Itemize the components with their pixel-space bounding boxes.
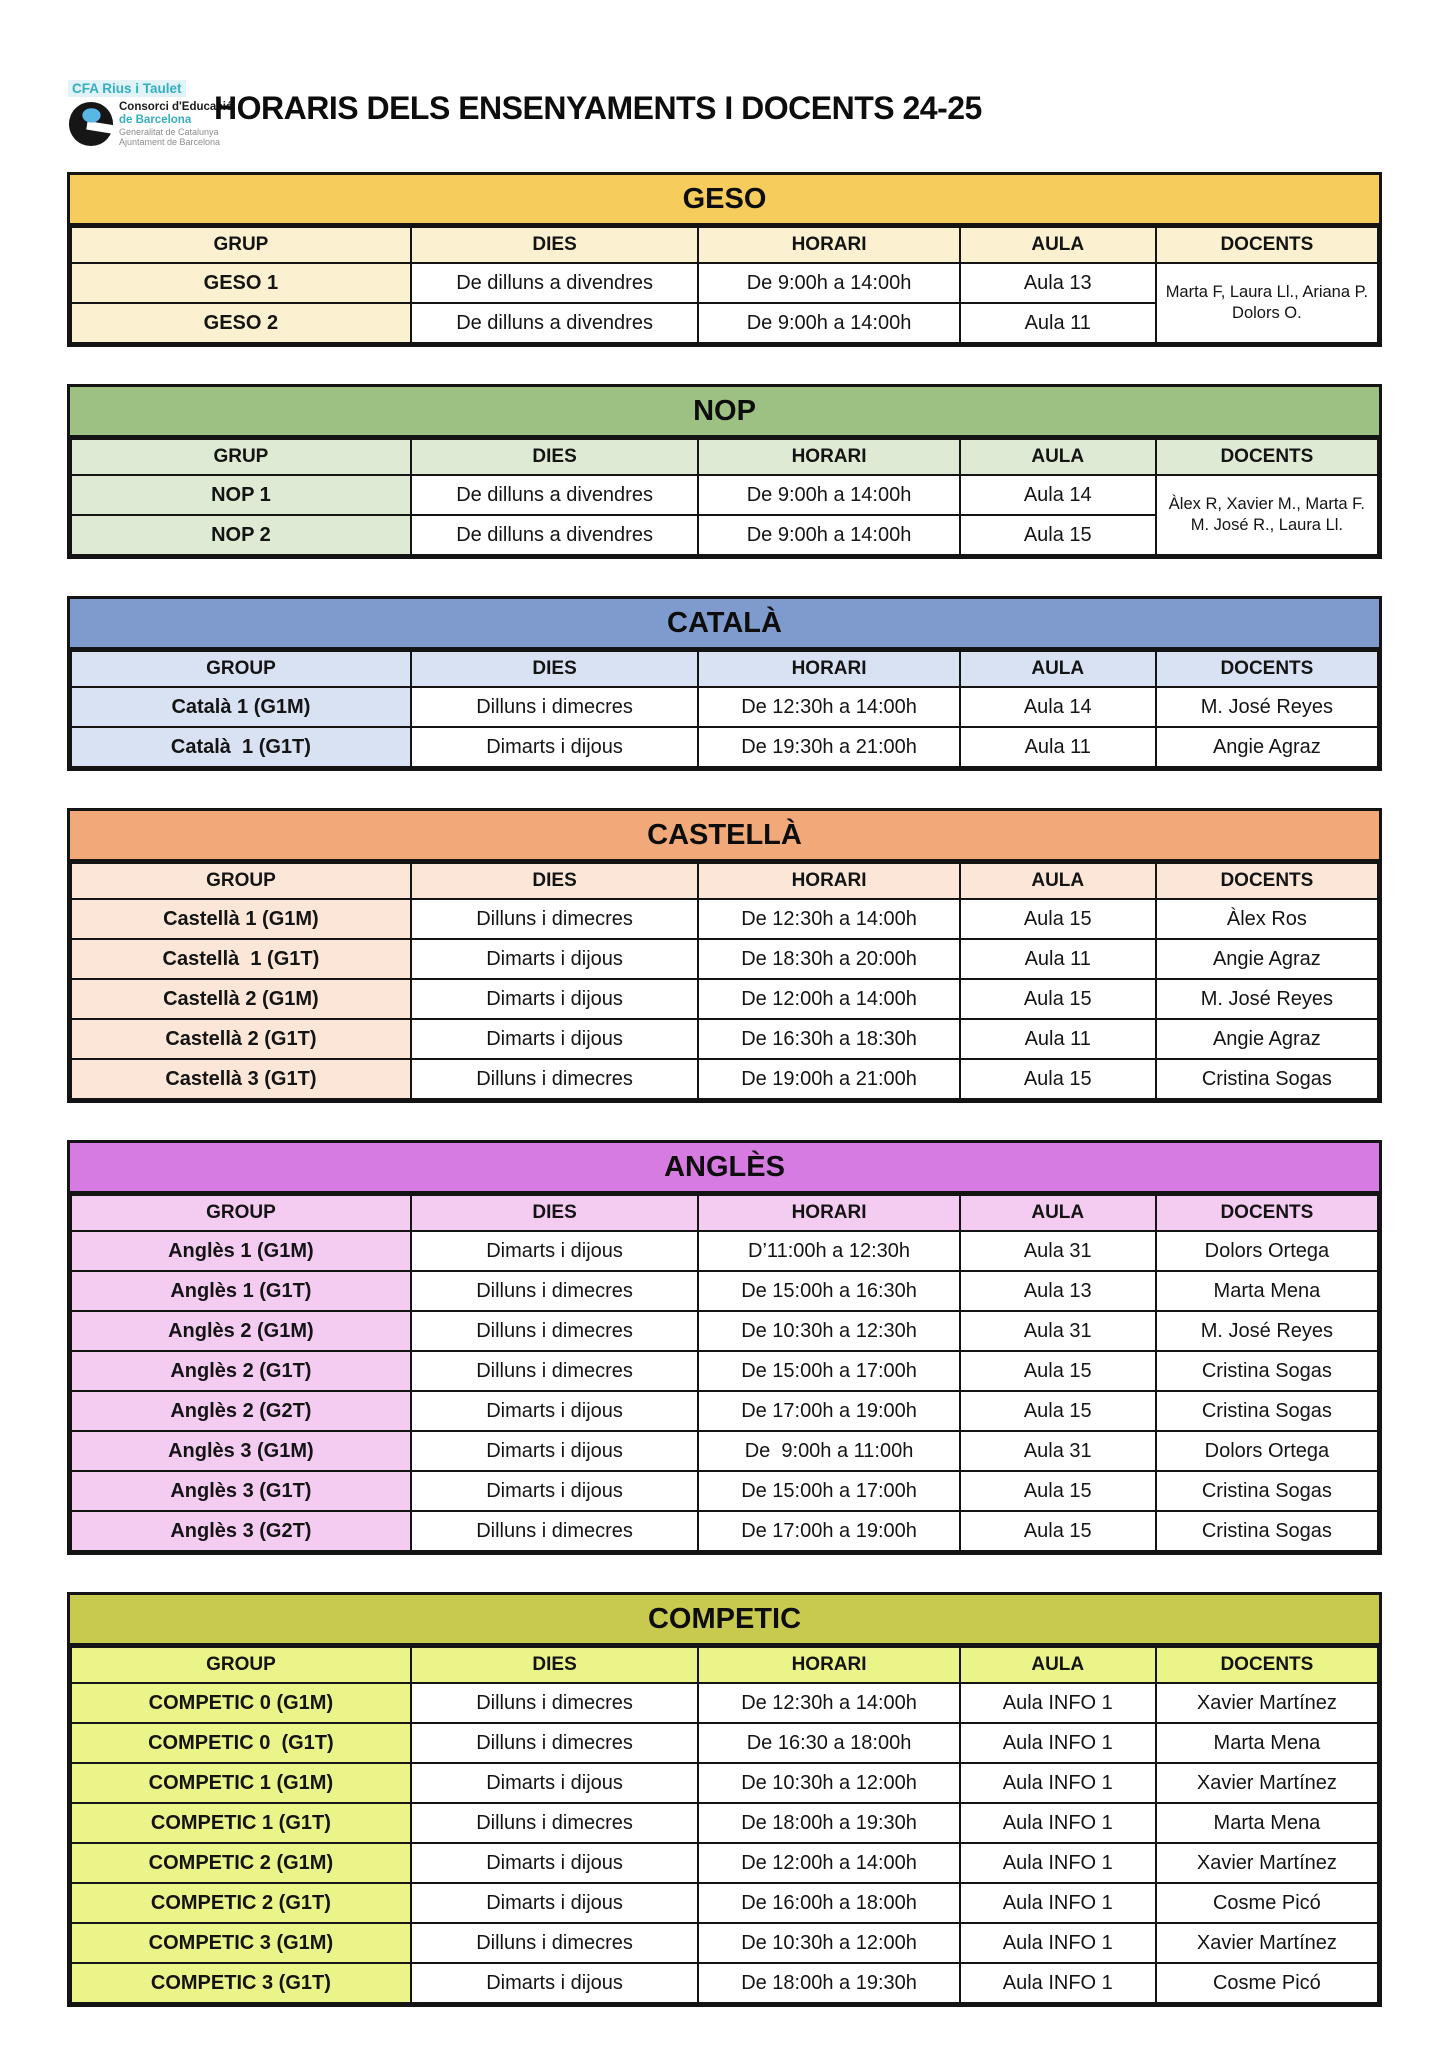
aula-cell: Aula INFO 1	[960, 1683, 1156, 1723]
dies-cell: Dilluns i dimecres	[411, 1059, 699, 1099]
dies-cell: Dimarts i dijous	[411, 1431, 699, 1471]
schedule-row	[71, 939, 1378, 979]
column-header-docents: DOCENTS	[1156, 651, 1378, 687]
aula-cell: Aula 13	[960, 1271, 1156, 1311]
horari-cell: De 12:00h a 14:00h	[698, 1843, 959, 1883]
group-cell: Anglès 3 (G1T)	[71, 1471, 411, 1511]
column-header-dies: DIES	[411, 1195, 699, 1231]
aula-cell: Aula 15	[960, 1059, 1156, 1099]
group-cell: GESO 2	[71, 303, 411, 343]
horari-cell: D’11:00h a 12:30h	[698, 1231, 959, 1271]
group-cell: Anglès 3 (G1M)	[71, 1431, 411, 1471]
schedule-row	[71, 1883, 1378, 1923]
docents-cell: Xavier Martínez	[1156, 1763, 1378, 1803]
group-cell: COMPETIC 2 (G1M)	[71, 1843, 411, 1883]
dies-cell: Dimarts i dijous	[411, 1763, 699, 1803]
column-header-docents: DOCENTS	[1156, 863, 1378, 899]
aula-cell: Aula INFO 1	[960, 1843, 1156, 1883]
horari-cell: De 18:30h a 20:00h	[698, 939, 959, 979]
schedule-row	[71, 1271, 1378, 1311]
schedule-table-castella	[67, 808, 1382, 1103]
dies-cell: Dimarts i dijous	[411, 1231, 699, 1271]
column-header-dies: DIES	[411, 439, 699, 475]
aula-cell: Aula 11	[960, 939, 1156, 979]
ajuntament-line: Ajuntament de Barcelona	[119, 136, 221, 147]
group-cell: NOP 1	[71, 475, 411, 515]
schedule-table-catala	[67, 596, 1382, 771]
schedule-grid	[70, 1646, 1379, 2004]
dies-cell: Dilluns i dimecres	[411, 687, 699, 727]
column-header-grup: GRUP	[71, 439, 411, 475]
horari-cell: De 10:30h a 12:00h	[698, 1923, 959, 1963]
aula-cell: Aula 13	[960, 263, 1156, 303]
docents-cell: Cristina Sogas	[1156, 1351, 1378, 1391]
group-cell: GESO 1	[71, 263, 411, 303]
docents-cell: Angie Agraz	[1156, 939, 1378, 979]
horari-cell: De 19:00h a 21:00h	[698, 1059, 959, 1099]
dies-cell: De dilluns a divendres	[411, 263, 699, 303]
docents-cell: M. José Reyes	[1156, 687, 1378, 727]
dies-cell: Dilluns i dimecres	[411, 1683, 699, 1723]
consorci-line1: Consorci d'Educació	[119, 101, 233, 113]
group-cell: COMPETIC 1 (G1T)	[71, 1803, 411, 1843]
aula-cell: Aula 31	[960, 1311, 1156, 1351]
schedule-row	[71, 727, 1378, 767]
dies-cell: Dilluns i dimecres	[411, 1723, 699, 1763]
docents-cell: M. José Reyes	[1156, 979, 1378, 1019]
column-header-horari: HORARI	[698, 863, 959, 899]
horari-cell: De 10:30h a 12:00h	[698, 1763, 959, 1803]
schedule-row	[71, 979, 1378, 1019]
docents-cell: Xavier Martínez	[1156, 1843, 1378, 1883]
schedule-row	[71, 263, 1378, 303]
column-header-row	[71, 227, 1378, 263]
schedule-row	[71, 1723, 1378, 1763]
column-header-dies: DIES	[411, 651, 699, 687]
column-header-docents: DOCENTS	[1156, 1647, 1378, 1683]
aula-cell: Aula 15	[960, 1511, 1156, 1551]
horari-cell: De 15:00h a 17:00h	[698, 1471, 959, 1511]
schedule-grid	[70, 862, 1379, 1100]
aula-cell: Aula 14	[960, 475, 1156, 515]
dies-cell: De dilluns a divendres	[411, 303, 699, 343]
school-name-label: CFA Rius i Taulet	[68, 80, 186, 97]
column-header-horari: HORARI	[698, 227, 959, 263]
column-header-row	[71, 863, 1378, 899]
horari-cell: De 17:00h a 19:00h	[698, 1511, 959, 1551]
aula-cell: Aula 11	[960, 303, 1156, 343]
group-cell: Anglès 2 (G2T)	[71, 1391, 411, 1431]
schedule-row	[71, 1231, 1378, 1271]
generalitat-line: Generalitat de Catalunya	[119, 126, 219, 137]
aula-cell: Aula INFO 1	[960, 1883, 1156, 1923]
horari-cell: De 17:00h a 19:00h	[698, 1391, 959, 1431]
schedule-row	[71, 1511, 1378, 1551]
column-header-horari: HORARI	[698, 651, 959, 687]
horari-cell: De 18:00h a 19:30h	[698, 1803, 959, 1843]
column-header-aula: AULA	[960, 1195, 1156, 1231]
aula-cell: Aula 11	[960, 727, 1156, 767]
docents-cell: Marta Mena	[1156, 1803, 1378, 1843]
schedule-row	[71, 1471, 1378, 1511]
schedule-row	[71, 1311, 1378, 1351]
schedule-row	[71, 1019, 1378, 1059]
group-cell: COMPETIC 1 (G1M)	[71, 1763, 411, 1803]
aula-cell: Aula INFO 1	[960, 1963, 1156, 2003]
docents-cell: Xavier Martínez	[1156, 1683, 1378, 1723]
dies-cell: Dilluns i dimecres	[411, 1311, 699, 1351]
docents-cell: Xavier Martínez	[1156, 1923, 1378, 1963]
table-title: NOP	[70, 387, 1379, 438]
dies-cell: Dimarts i dijous	[411, 1019, 699, 1059]
aula-cell: Aula INFO 1	[960, 1763, 1156, 1803]
group-cell: Anglès 2 (G1T)	[71, 1351, 411, 1391]
docents-cell: Angie Agraz	[1156, 1019, 1378, 1059]
schedule-grid	[70, 650, 1379, 768]
column-header-aula: AULA	[960, 1647, 1156, 1683]
column-header-group: GROUP	[71, 1195, 411, 1231]
dies-cell: Dimarts i dijous	[411, 727, 699, 767]
docents-cell: M. José Reyes	[1156, 1311, 1378, 1351]
consorci-line2: de Barcelona	[119, 113, 192, 126]
column-header-group: GROUP	[71, 1647, 411, 1683]
column-header-dies: DIES	[411, 1647, 699, 1683]
dies-cell: Dimarts i dijous	[411, 1471, 699, 1511]
column-header-horari: HORARI	[698, 1195, 959, 1231]
column-header-docents: DOCENTS	[1156, 439, 1378, 475]
docents-cell: Àlex Ros	[1156, 899, 1378, 939]
schedule-grid	[70, 1194, 1379, 1552]
horari-cell: De 12:30h a 14:00h	[698, 1683, 959, 1723]
column-header-row	[71, 1195, 1378, 1231]
aula-cell: Aula 15	[960, 1471, 1156, 1511]
horari-cell: De 16:00h a 18:00h	[698, 1883, 959, 1923]
horari-cell: De 18:00h a 19:30h	[698, 1963, 959, 2003]
group-cell: Anglès 1 (G1M)	[71, 1231, 411, 1271]
docents-cell: Marta Mena	[1156, 1723, 1378, 1763]
page-title: HORARIS DELS ENSENYAMENTS I DOCENTS 24-25	[214, 90, 982, 126]
docents-cell: Cristina Sogas	[1156, 1391, 1378, 1431]
group-cell: Català 1 (G1T)	[71, 727, 411, 767]
column-header-docents: DOCENTS	[1156, 227, 1378, 263]
aula-cell: Aula INFO 1	[960, 1923, 1156, 1963]
group-cell: Anglès 2 (G1M)	[71, 1311, 411, 1351]
dies-cell: Dilluns i dimecres	[411, 1803, 699, 1843]
docents-cell-merged: Àlex R, Xavier M., Marta F. M. José R., Laura Ll.	[1156, 475, 1378, 555]
schedule-tables-container	[67, 172, 1382, 2007]
aula-cell: Aula 14	[960, 687, 1156, 727]
logo-row	[68, 101, 233, 147]
schedule-row	[71, 1683, 1378, 1723]
schedule-row	[71, 1963, 1378, 2003]
dies-cell: Dilluns i dimecres	[411, 1351, 699, 1391]
dies-cell: Dimarts i dijous	[411, 1963, 699, 2003]
docents-cell: Dolors Ortega	[1156, 1231, 1378, 1271]
dies-cell: Dilluns i dimecres	[411, 1511, 699, 1551]
group-cell: Castellà 2 (G1M)	[71, 979, 411, 1019]
horari-cell: De 9:00h a 14:00h	[698, 475, 959, 515]
group-cell: COMPETIC 3 (G1T)	[71, 1963, 411, 2003]
column-header-docents: DOCENTS	[1156, 1195, 1378, 1231]
column-header-dies: DIES	[411, 227, 699, 263]
schedule-table-geso	[67, 172, 1382, 347]
docents-cell: Dolors Ortega	[1156, 1431, 1378, 1471]
column-header-row	[71, 439, 1378, 475]
consorci-e-icon	[68, 101, 114, 147]
aula-cell: Aula 15	[960, 515, 1156, 555]
group-cell: Anglès 1 (G1T)	[71, 1271, 411, 1311]
table-title: COMPETIC	[70, 1595, 1379, 1646]
column-header-dies: DIES	[411, 863, 699, 899]
horari-cell: De 12:30h a 14:00h	[698, 899, 959, 939]
column-header-group: GROUP	[71, 651, 411, 687]
horari-cell: De 9:00h a 14:00h	[698, 515, 959, 555]
aula-cell: Aula 15	[960, 979, 1156, 1019]
dies-cell: De dilluns a divendres	[411, 475, 699, 515]
column-header-horari: HORARI	[698, 1647, 959, 1683]
group-cell: Castellà 2 (G1T)	[71, 1019, 411, 1059]
dies-cell: Dimarts i dijous	[411, 939, 699, 979]
dies-cell: Dilluns i dimecres	[411, 1271, 699, 1311]
column-header-aula: AULA	[960, 863, 1156, 899]
aula-cell: Aula 15	[960, 899, 1156, 939]
schedule-table-competic	[67, 1592, 1382, 2007]
dies-cell: Dimarts i dijous	[411, 1391, 699, 1431]
column-header-grup: GRUP	[71, 227, 411, 263]
column-header-group: GROUP	[71, 863, 411, 899]
aula-cell: Aula 11	[960, 1019, 1156, 1059]
column-header-aula: AULA	[960, 439, 1156, 475]
aula-cell: Aula 31	[960, 1431, 1156, 1471]
group-cell: Català 1 (G1M)	[71, 687, 411, 727]
horari-cell: De 16:30h a 18:30h	[698, 1019, 959, 1059]
docents-cell-merged: Marta F, Laura Ll., Ariana P. Dolors O.	[1156, 263, 1378, 343]
docents-cell: Cristina Sogas	[1156, 1471, 1378, 1511]
horari-cell: De 9:00h a 11:00h	[698, 1431, 959, 1471]
dies-cell: Dimarts i dijous	[411, 979, 699, 1019]
column-header-row	[71, 651, 1378, 687]
aula-cell: Aula 15	[960, 1391, 1156, 1431]
horari-cell: De 12:30h a 14:00h	[698, 687, 959, 727]
schedule-row	[71, 1431, 1378, 1471]
table-title: CATALÀ	[70, 599, 1379, 650]
docents-cell: Cosme Picó	[1156, 1883, 1378, 1923]
group-cell: Anglès 3 (G2T)	[71, 1511, 411, 1551]
horari-cell: De 15:00h a 17:00h	[698, 1351, 959, 1391]
horari-cell: De 9:00h a 14:00h	[698, 263, 959, 303]
dies-cell: Dimarts i dijous	[411, 1883, 699, 1923]
page-header	[0, 0, 1449, 150]
docents-cell: Marta Mena	[1156, 1271, 1378, 1311]
schedule-grid	[70, 226, 1379, 344]
horari-cell: De 9:00h a 14:00h	[698, 303, 959, 343]
aula-cell: Aula INFO 1	[960, 1803, 1156, 1843]
dies-cell: Dimarts i dijous	[411, 1843, 699, 1883]
dies-cell: Dilluns i dimecres	[411, 899, 699, 939]
schedule-row	[71, 687, 1378, 727]
column-header-aula: AULA	[960, 651, 1156, 687]
schedule-row	[71, 1351, 1378, 1391]
consorci-educacio-logo	[68, 80, 233, 147]
schedule-table-angles	[67, 1140, 1382, 1555]
horari-cell: De 12:00h a 14:00h	[698, 979, 959, 1019]
schedule-row	[71, 1803, 1378, 1843]
schedule-table-nop	[67, 384, 1382, 559]
schedule-row	[71, 1391, 1378, 1431]
group-cell: NOP 2	[71, 515, 411, 555]
horari-cell: De 10:30h a 12:30h	[698, 1311, 959, 1351]
docents-cell: Angie Agraz	[1156, 727, 1378, 767]
horari-cell: De 16:30 a 18:00h	[698, 1723, 959, 1763]
schedule-row	[71, 475, 1378, 515]
group-cell: COMPETIC 0 (G1M)	[71, 1683, 411, 1723]
aula-cell: Aula INFO 1	[960, 1723, 1156, 1763]
group-cell: COMPETIC 0 (G1T)	[71, 1723, 411, 1763]
schedule-row	[71, 1059, 1378, 1099]
group-cell: COMPETIC 3 (G1M)	[71, 1923, 411, 1963]
docents-cell: Cristina Sogas	[1156, 1511, 1378, 1551]
schedule-row	[71, 1763, 1378, 1803]
docents-cell: Cristina Sogas	[1156, 1059, 1378, 1099]
dies-cell: Dilluns i dimecres	[411, 1923, 699, 1963]
horari-cell: De 19:30h a 21:00h	[698, 727, 959, 767]
docents-cell: Cosme Picó	[1156, 1963, 1378, 2003]
aula-cell: Aula 15	[960, 1351, 1156, 1391]
column-header-row	[71, 1647, 1378, 1683]
column-header-aula: AULA	[960, 227, 1156, 263]
group-cell: Castellà 1 (G1T)	[71, 939, 411, 979]
schedule-row	[71, 1843, 1378, 1883]
table-title: CASTELLÀ	[70, 811, 1379, 862]
group-cell: Castellà 1 (G1M)	[71, 899, 411, 939]
table-title: GESO	[70, 175, 1379, 226]
column-header-horari: HORARI	[698, 439, 959, 475]
aula-cell: Aula 31	[960, 1231, 1156, 1271]
table-title: ANGLÈS	[70, 1143, 1379, 1194]
schedule-grid	[70, 438, 1379, 556]
horari-cell: De 15:00h a 16:30h	[698, 1271, 959, 1311]
dies-cell: De dilluns a divendres	[411, 515, 699, 555]
schedule-row	[71, 1923, 1378, 1963]
group-cell: COMPETIC 2 (G1T)	[71, 1883, 411, 1923]
group-cell: Castellà 3 (G1T)	[71, 1059, 411, 1099]
schedule-row	[71, 899, 1378, 939]
